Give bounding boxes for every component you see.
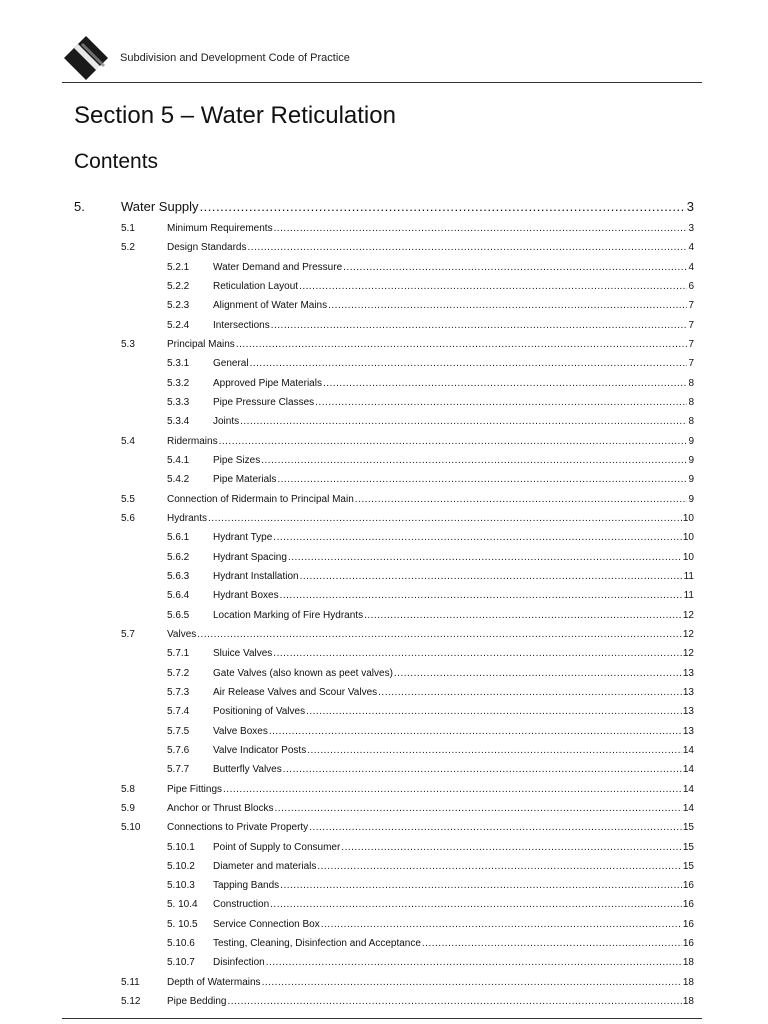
toc-entry-line [213,590,694,601]
toc-dot-leader [223,784,682,795]
toc-entry-line [213,938,694,949]
toc-dot-leader [299,281,687,292]
toc-entry-number: 5.6.4 [167,590,190,602]
toc-dot-leader [250,358,688,369]
toc-entry-label: Disinfection [213,957,265,969]
toc-entry-line [213,880,694,891]
toc-entry[interactable] [0,799,768,818]
toc-dot-leader [378,687,682,698]
toc-entry-number: 5.12 [121,996,141,1008]
toc-entry[interactable] [0,238,768,257]
toc-entry-line [213,706,694,717]
toc-entry[interactable] [0,335,768,354]
toc-entry[interactable] [0,838,768,857]
toc-dot-leader [306,706,682,717]
toc-dot-leader [315,397,687,408]
toc-entry-line [167,494,694,505]
toc-entry-label: Joints [213,416,240,428]
toc-entry-number: 5.4 [121,435,135,447]
toc-dot-leader [274,223,688,234]
toc-entry-page: 9 [688,474,694,486]
footer-rule [62,1018,702,1019]
toc-entry[interactable] [0,895,768,914]
toc-entry-number: 5.1 [121,223,135,234]
toc-entry[interactable] [0,528,768,547]
toc-entry-page: 16 [682,899,694,911]
toc-dot-leader [317,861,682,872]
toc-entry[interactable] [0,374,768,393]
toc-entry[interactable] [0,509,768,528]
toc-entry-number: 5.9 [121,802,135,814]
toc-entry-page: 8 [688,416,694,428]
toc-dot-leader [283,764,682,775]
toc-entry[interactable] [0,934,768,953]
toc-entry-label: Air Release Valves and Scour Valves [213,686,378,698]
toc-entry-page: 12 [682,609,694,621]
toc-entry[interactable] [0,316,768,335]
toc-entry[interactable] [0,644,768,663]
toc-entry-page: 12 [682,628,694,640]
toc-entry-line [213,687,694,698]
toc-dot-leader [343,262,687,273]
toc-entry-number: 5.10.7 [167,957,195,969]
toc-entry-label: Pipe Pressure Classes [213,396,315,408]
toc-entry-label: Ridermains [167,435,218,447]
toc-entry-number: 5.3.3 [167,396,190,408]
toc-entry-line [213,262,694,273]
toc-entry-page: 8 [688,396,694,408]
toc-entry-label: Construction [213,899,270,911]
toc-dot-leader [394,668,682,679]
toc-entry-page: 3 [688,223,694,234]
toc-entry-line [213,300,694,311]
toc-entry-label: Minimum Requirements [167,223,273,234]
toc-entry-page: 14 [682,764,694,776]
toc-entry[interactable] [0,722,768,741]
toc-entry-number: 5. 10.5 [167,918,198,930]
toc-entry-line [213,957,694,968]
toc-entry-number: 5.7.5 [167,725,190,737]
toc-entry-page: 6 [688,280,694,292]
toc-entry-label: Testing, Cleaning, Disinfection and Acceptance [213,938,421,950]
toc-entry-line [213,668,694,679]
toc-entry-page: 7 [688,338,694,350]
toc-entry-line [167,242,694,253]
toc-entry-page: 15 [682,860,694,872]
toc-entry-label: Hydrant Installation [213,570,299,582]
toc-entry[interactable] [0,760,768,779]
toc-entry-label: Service Connection Box [213,918,320,930]
toc-entry-line [213,726,694,737]
toc-entry[interactable] [0,548,768,567]
toc-entry-line [167,223,694,234]
toc-entry-page: 14 [682,744,694,756]
toc-entry-page: 3 [686,199,694,214]
toc-entry-number: 5.3.4 [167,416,190,428]
toc-entry-line [213,474,694,485]
toc-entry-number: 5.6.5 [167,609,190,621]
toc-entry-label: Gate Valves (also known as peet valves) [213,667,393,679]
toc-entry-line [213,378,694,389]
toc-entry-label: Hydrant Boxes [213,590,279,602]
toc-entry-label: Diameter and materials [213,860,317,872]
toc-entry-page: 11 [683,590,694,602]
toc-entry-line [167,977,694,988]
toc-entry[interactable] [0,567,768,586]
toc-entry[interactable] [0,953,768,972]
toc-dot-leader [321,919,682,930]
toc-entry-page: 12 [682,648,694,660]
toc-entry-label: Anchor or Thrust Blocks [167,802,274,814]
toc-entry[interactable] [0,857,768,876]
toc-entry-page: 13 [682,725,694,737]
toc-dot-leader [271,320,688,331]
toc-entry-page: 9 [688,454,694,466]
toc-entry-page: 4 [688,261,694,273]
toc-entry-number: 5. [74,199,85,214]
toc-entry-label: Approved Pipe Materials [213,377,322,389]
toc-entry-line [213,416,694,427]
toc-entry[interactable] [0,586,768,605]
toc-entry-line [167,803,694,814]
toc-entry[interactable] [0,683,768,702]
toc-entry-line [213,397,694,408]
toc-entry-label: Pipe Sizes [213,454,261,466]
toc-dot-leader [355,494,688,505]
toc-entry[interactable] [0,490,768,509]
toc-entry[interactable] [0,606,768,625]
toc-dot-leader [240,416,687,427]
toc-entry-label: Pipe Fittings [167,783,223,795]
toc-entry-page: 13 [682,667,694,679]
toc-entry-label: Location Marking of Fire Hydrants [213,609,364,621]
toc-entry-page: 13 [682,706,694,718]
toc-entry-line [213,610,694,621]
toc-entry-number: 5.6.3 [167,570,190,582]
toc-entry[interactable] [0,470,768,489]
toc-entry[interactable] [0,277,768,296]
toc-dot-leader [309,822,682,833]
toc-entry-page: 16 [682,938,694,950]
toc-entry-page: 15 [682,841,694,853]
toc-entry-page: 4 [688,242,694,254]
toc-entry-line [213,532,694,543]
toc-dot-leader [328,300,687,311]
toc-entry-page: 8 [688,377,694,389]
toc-entry-line [213,281,694,292]
toc-entry[interactable] [0,432,768,451]
toc-entry-number: 5.10.3 [167,880,195,892]
toc-dot-leader [200,199,686,214]
toc-entry-page: 9 [688,493,694,505]
toc-entry-label: Hydrant Type [213,532,273,544]
toc-entry-page: 14 [682,783,694,795]
toc-entry-number: 5.7.2 [167,667,190,679]
toc-entry-label: Principal Mains [167,338,235,350]
toc-entry-label: Hydrants [167,512,208,524]
toc-dot-leader [288,552,682,563]
toc-entry-line [121,199,694,214]
toc-entry-number: 5.7.1 [167,648,190,660]
toc-entry-label: Depth of Watermains [167,976,261,988]
toc-dot-leader [341,842,682,853]
toc-entry[interactable] [0,625,768,644]
toc-entry-label: Connections to Private Property [167,822,309,834]
toc-entry-label: Positioning of Valves [213,706,306,718]
toc-entry[interactable] [0,393,768,412]
toc-entry[interactable] [0,354,768,373]
toc-entry-label: Water Demand and Pressure [213,261,343,273]
toc-dot-leader [422,938,682,949]
toc-dot-leader [270,899,682,910]
toc-entry[interactable] [0,451,768,470]
toc-entry-number: 5.6.1 [167,532,190,544]
toc-entry-label: General [213,358,249,370]
toc-dot-leader [266,957,682,968]
toc-entry-number: 5.2.3 [167,300,190,312]
toc-entry-page: 18 [682,957,694,969]
toc-entry-line [213,861,694,872]
toc-entry-page: 10 [682,532,694,544]
toc-dot-leader [273,532,682,543]
toc-entry[interactable] [0,702,768,721]
toc-entry-label: Point of Supply to Consumer [213,841,341,853]
toc-entry-number: 5.6 [121,512,135,524]
toc-entry-line [167,436,694,447]
toc-entry-label: Connection of Ridermain to Principal Main [167,493,354,505]
toc-entry[interactable] [0,412,768,431]
toc-dot-leader [208,513,682,524]
toc-dot-leader [197,629,682,640]
toc-dot-leader [262,977,682,988]
toc-entry-page: 15 [682,822,694,834]
toc-entry-page: 11 [683,570,694,582]
toc-dot-leader [275,803,682,814]
toc-entry-page: 18 [682,996,694,1008]
toc-entry-label: Pipe Bedding [167,996,227,1008]
toc-entry-label: Alignment of Water Mains [213,300,328,312]
toc-entry-line [213,552,694,563]
toc-entry-number: 5.10.6 [167,938,195,950]
toc-entry-line [213,358,694,369]
toc-entry-number: 5.7 [121,628,135,640]
toc-entry-label: Hydrant Spacing [213,551,287,563]
toc-entry[interactable] [0,992,768,1011]
toc-entry-page: 10 [682,512,694,524]
toc-dot-leader [273,648,682,659]
toc-entry-line [213,842,694,853]
toc-entry-page: 16 [682,880,694,892]
toc-entry-label: Valve Indicator Posts [213,744,307,756]
toc-entry[interactable] [0,219,768,238]
toc-entry[interactable] [0,664,768,683]
toc-dot-leader [277,474,687,485]
toc-dot-leader [323,378,687,389]
toc-entry-number: 5.7.4 [167,706,190,718]
toc-entry-line [213,571,694,582]
toc-entry-number: 5.5 [121,493,135,505]
document-title: Subdivision and Development Code of Practice [120,52,350,64]
toc-entry[interactable] [0,876,768,895]
toc-entry[interactable] [0,258,768,277]
toc-entry-line [167,629,694,640]
toc-dot-leader [261,455,687,466]
toc-entry-line [167,339,694,350]
toc-entry-number: 5.7.7 [167,764,190,776]
toc-entry-page: 7 [688,319,694,331]
toc-entry-label: Tapping Bands [213,880,280,892]
toc-entry-page: 7 [688,358,694,370]
toc-entry-number: 5.3.2 [167,377,190,389]
toc-entry[interactable] [0,197,768,219]
toc-entry-line [213,919,694,930]
toc-dot-leader [219,436,688,447]
toc-dot-leader [364,610,682,621]
toc-entry-page: 13 [682,686,694,698]
toc-entry-number: 5.3 [121,338,135,350]
toc-dot-leader [280,590,683,601]
toc-entry-page: 7 [688,300,694,312]
toc-entry-label: Intersections [213,319,270,331]
toc-dot-leader [236,339,688,350]
toc-entry[interactable] [0,818,768,837]
toc-entry-line [213,745,694,756]
toc-entry-page: 14 [682,802,694,814]
toc-entry-page: 16 [682,918,694,930]
toc-entry-page: 10 [682,551,694,563]
toc-dot-leader [228,996,682,1007]
toc-entry-line [213,764,694,775]
toc-entry-line [213,320,694,331]
toc-entry-number: 5.8 [121,783,135,795]
toc-entry-label: Sluice Valves [213,648,273,660]
toc-entry[interactable] [0,915,768,934]
contents-heading: Contents [74,150,159,173]
toc-entry-label: Valves [167,628,197,640]
toc-entry-number: 5. 10.4 [167,899,198,911]
toc-entry[interactable] [0,780,768,799]
toc-entry-page: 9 [688,435,694,447]
toc-dot-leader [248,242,688,253]
toc-entry-line [167,784,694,795]
toc-entry-line [167,513,694,524]
toc-entry-label: Reticulation Layout [213,280,299,292]
toc-entry-line [213,648,694,659]
toc-dot-leader [300,571,683,582]
toc-entry-label: Pipe Materials [213,474,277,486]
toc-dot-leader [280,880,682,891]
toc-entry-line [167,822,694,833]
toc-entry-number: 5.10 [121,822,141,834]
toc-entry-number: 5.2 [121,242,135,254]
toc-entry-label: Valve Boxes [213,725,268,737]
toc-entry-page: 18 [682,976,694,988]
toc-entry-number: 5.2.4 [167,319,190,331]
toc-entry-label: Butterfly Valves [213,764,282,776]
toc-entry[interactable] [0,973,768,992]
toc-entry-line [167,996,694,1007]
table-of-contents [0,197,768,1011]
toc-entry-number: 5.11 [121,976,140,988]
toc-dot-leader [307,745,682,756]
toc-entry-number: 5.2.1 [167,261,190,273]
toc-entry-number: 5.7.6 [167,744,190,756]
toc-entry-label: Water Supply [121,199,199,214]
section-title: Section 5 – Water Reticulation [74,102,396,129]
toc-dot-leader [269,726,682,737]
toc-entry-number: 5.10.2 [167,860,195,872]
toc-entry-line [213,455,694,466]
page-header [62,34,702,83]
toc-entry-number: 5.4.2 [167,474,190,486]
toc-entry-number: 5.3.1 [167,358,190,370]
toc-entry-number: 5.4.1 [167,454,190,466]
toc-entry[interactable] [0,296,768,315]
toc-entry-line [213,899,694,910]
toc-entry-number: 5.10.1 [167,841,195,853]
diamond-logo-icon [62,34,110,82]
toc-entry[interactable] [0,741,768,760]
toc-entry-number: 5.6.2 [167,551,190,563]
toc-entry-label: Design Standards [167,242,247,254]
toc-entry-number: 5.2.2 [167,280,190,292]
toc-entry-number: 5.7.3 [167,686,190,698]
